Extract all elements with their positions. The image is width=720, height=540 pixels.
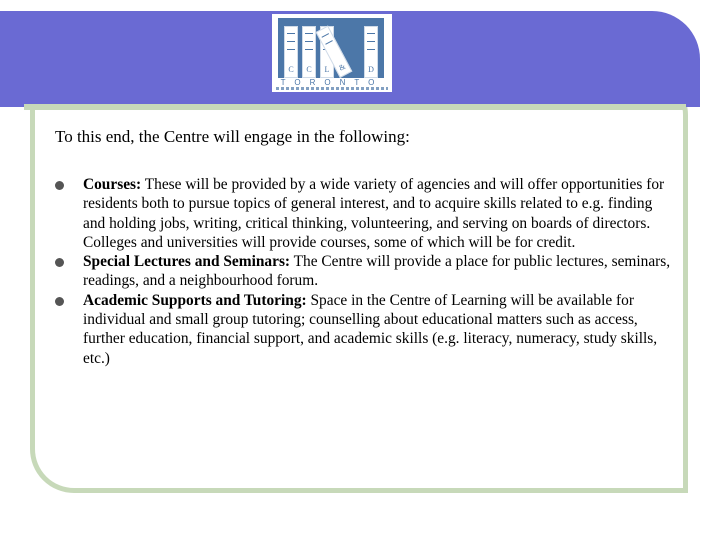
logo-books	[278, 18, 384, 78]
book-icon	[364, 26, 378, 78]
bullet-icon	[55, 258, 64, 267]
list-item	[55, 175, 675, 252]
bullet-heading: Academic Supports and Tutoring:	[83, 291, 307, 309]
bullet-text	[83, 252, 675, 291]
bullet-icon	[55, 181, 64, 190]
logo-city: TORONTO	[280, 78, 384, 87]
book-icon	[284, 26, 298, 78]
header-divider	[24, 104, 686, 110]
bullet-heading: Courses:	[83, 176, 142, 193]
bullet-body: The Centre will provide a place for public lectures, seminars, readings, and a neighbourhood forum.	[83, 253, 671, 290]
bullet-text	[83, 291, 675, 368]
book-letter: D	[368, 65, 374, 74]
bullet-heading: Special Lectures and Seminars:	[83, 253, 291, 271]
book-letter: C	[288, 65, 294, 74]
logo	[272, 14, 392, 92]
book-letter: C	[306, 65, 312, 74]
bullet-body: Space in the Centre of Learning will be available for individual and small group tutoring; counselling about educational matters such as access, further education, financial support, and academic skills (e.g. literacy, numeracy, study skills, etc.)	[83, 291, 658, 367]
bullet-icon	[55, 297, 64, 306]
book-letter: L	[324, 65, 330, 74]
list-item	[55, 291, 675, 368]
bullet-body: These will be provided by a wide variety of agencies and will offer opportunities for residents both to pursue topics of general interest, and to acquire skills related to e.g. finding and holding jobs, writing, critical thinking, volunteering, and serving on boards of directors. Colleges and universities will provide courses, some of which will be for credit.	[83, 176, 665, 251]
bullet-text	[83, 175, 675, 252]
list-item	[55, 252, 675, 291]
bullet-list	[55, 175, 675, 368]
book-letter: &	[337, 61, 348, 73]
logo-tagline	[276, 87, 388, 90]
book-icon	[302, 26, 316, 78]
intro-text: To this end, the Centre will engage in the following:	[55, 127, 410, 146]
